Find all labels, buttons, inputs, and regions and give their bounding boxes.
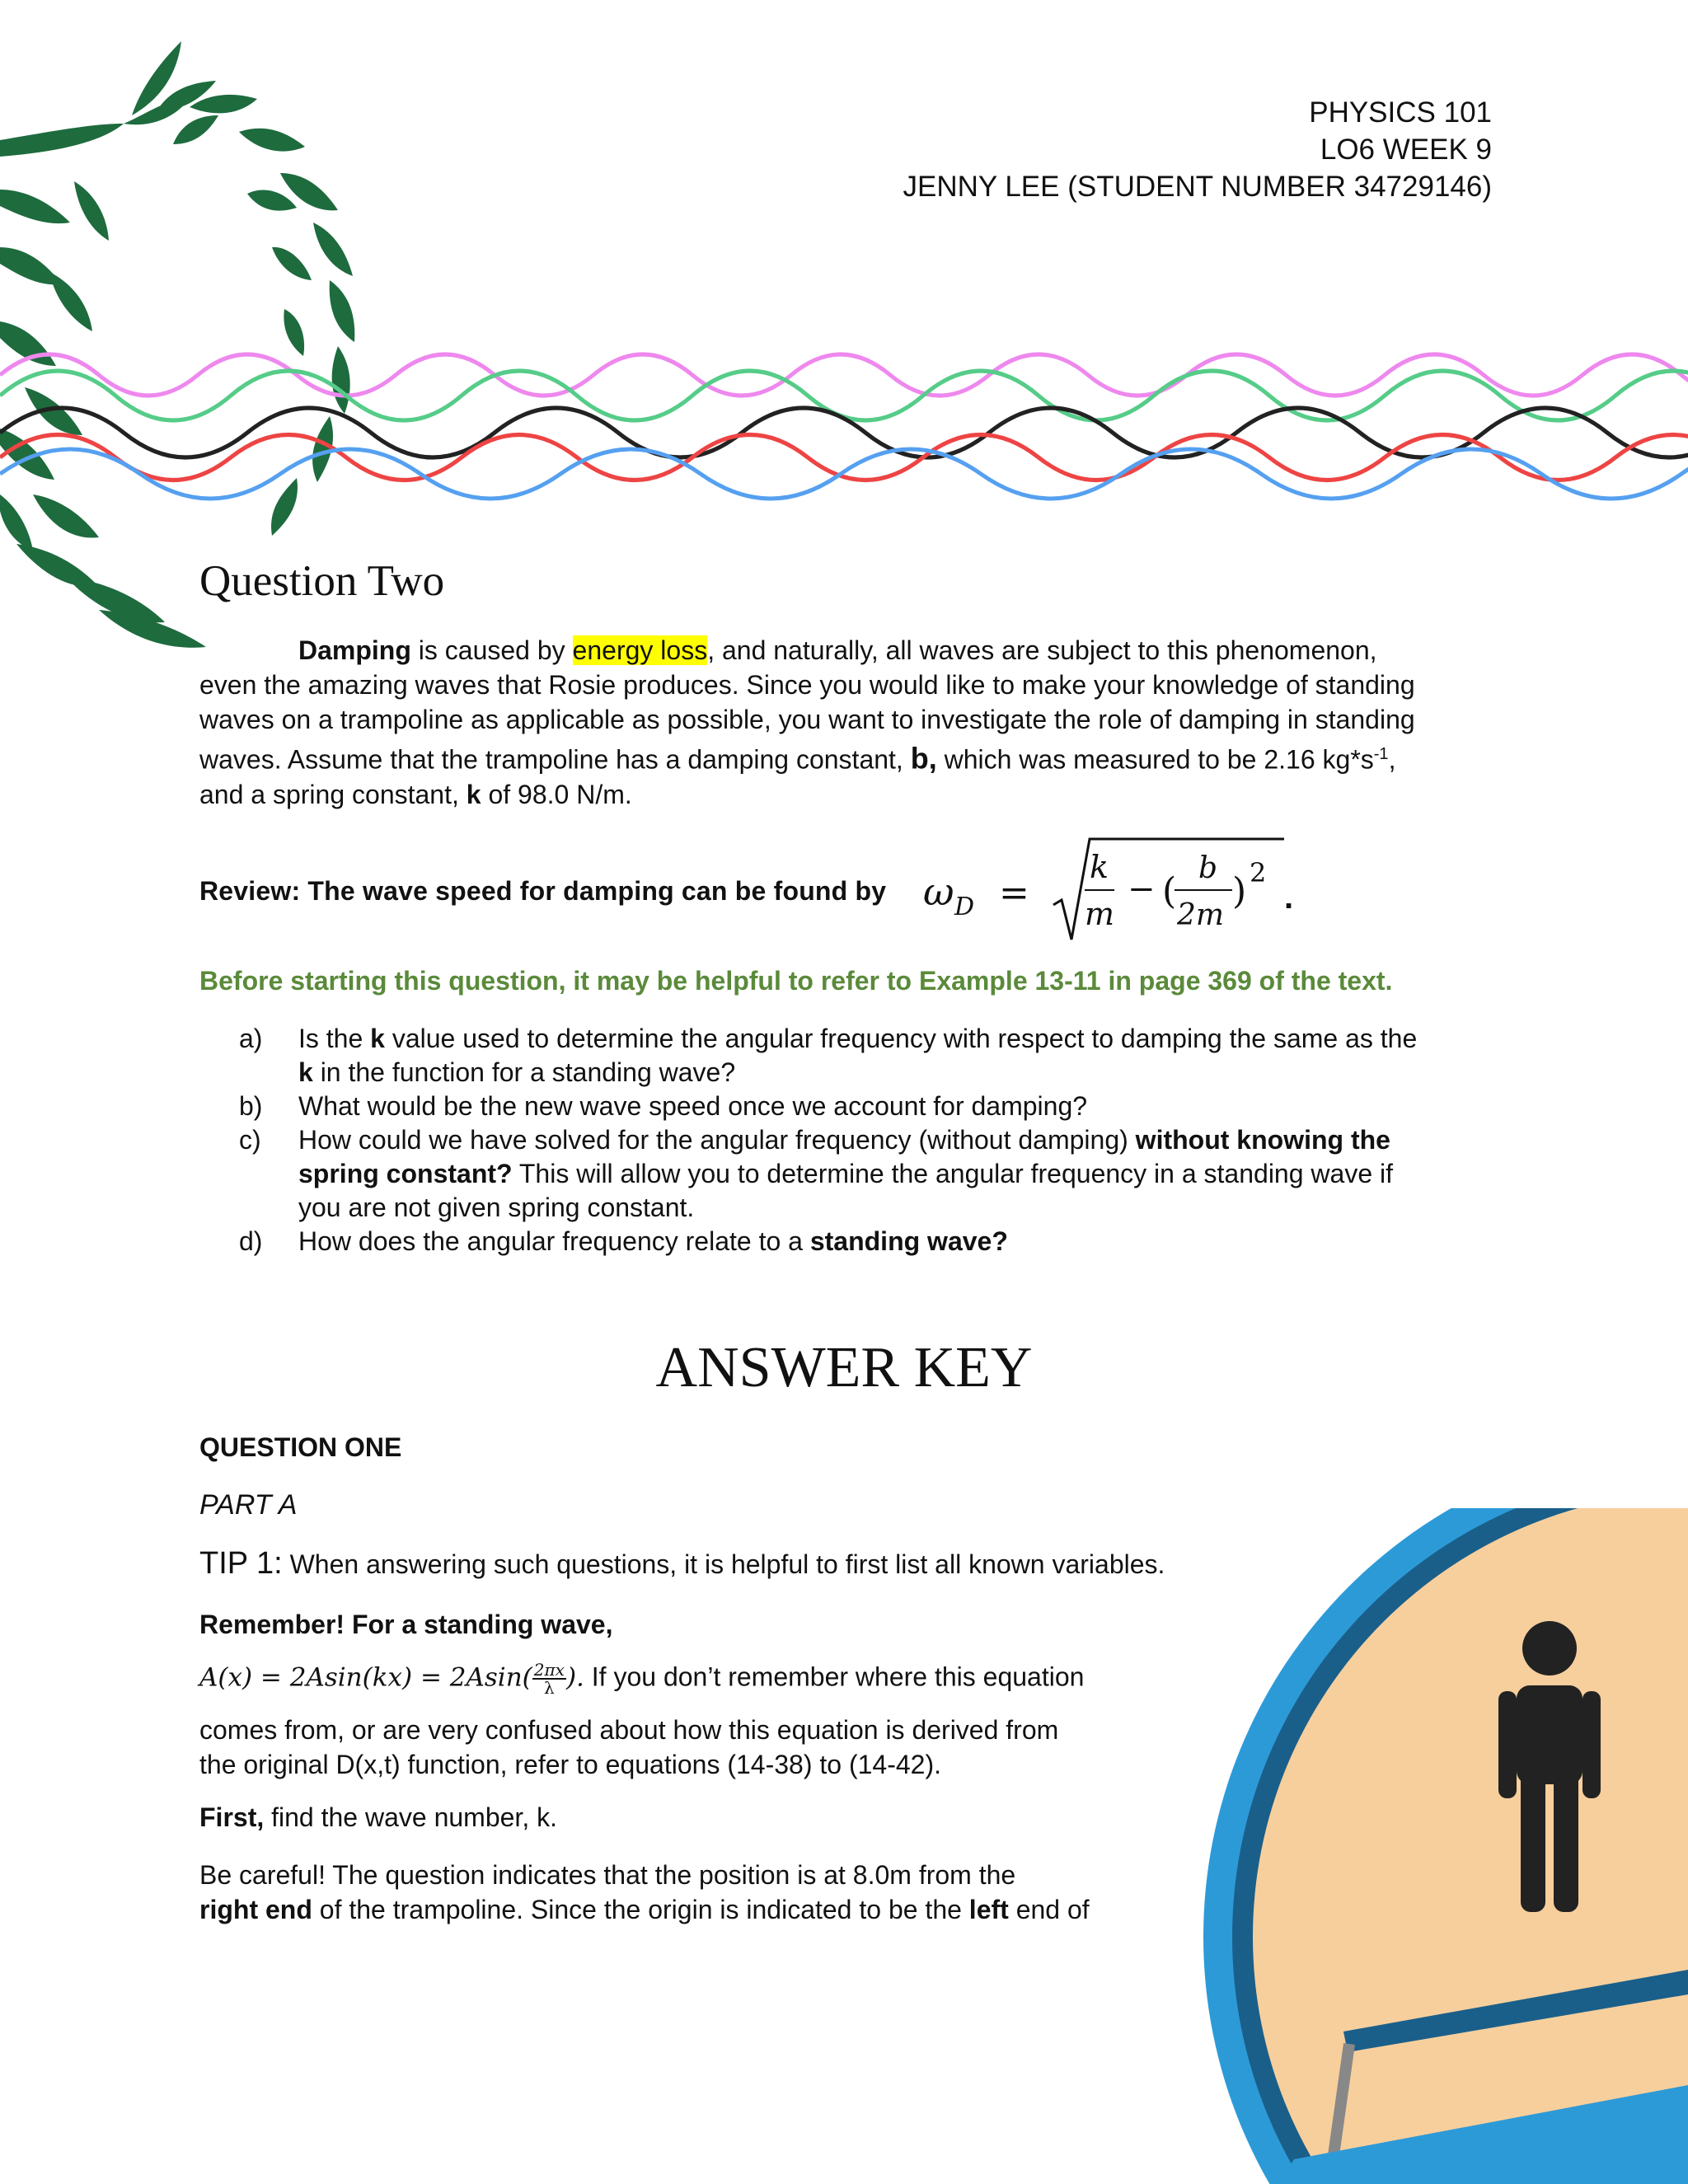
fraction-b: b <box>1198 851 1218 885</box>
item-text <box>298 1022 1417 1090</box>
text-run: which was measured to be 2.16 kg*s <box>936 744 1374 775</box>
sub-question-c <box>239 1123 1475 1225</box>
text-run: is caused by <box>410 635 573 665</box>
question-one-heading: QUESTION ONE <box>199 1432 402 1462</box>
paragraph-line-1 <box>199 633 1485 668</box>
answer-key-title: ANSWER KEY <box>655 1336 1033 1399</box>
tip-text: When answering such questions, it is helpful to first list all known variables. <box>282 1549 1165 1579</box>
tip-label: TIP 1: <box>199 1546 283 1581</box>
paragraph-line-4 <box>199 737 1485 777</box>
bold-run: without knowing the <box>1135 1125 1390 1155</box>
sub-question-a <box>239 1022 1475 1090</box>
fraction-k: k <box>1090 849 1109 885</box>
equals-sign: = <box>999 872 1029 914</box>
bold-run: right end <box>199 1895 312 1924</box>
close-paren: ) <box>1232 870 1247 912</box>
equation-close: ). <box>565 1662 584 1693</box>
damping-term: Damping <box>298 635 411 665</box>
week-label: LO6 WEEK 9 <box>1320 134 1492 166</box>
item-letter: a) <box>239 1024 263 1053</box>
fraction-numerator: 2πx <box>533 1660 565 1680</box>
bold-run: left <box>968 1895 1009 1924</box>
item-text: What would be the new wave speed once we account for damping? <box>298 1091 1088 1121</box>
paragraph-line-5 <box>199 777 1485 812</box>
text-line: the original D(x,t) function, refer to equations (14-38) to (14-42). <box>199 1750 941 1779</box>
formula-period: . <box>1284 879 1294 916</box>
text-run: end of <box>1008 1895 1090 1924</box>
text-line: comes from, or are very confused about how this equation is derived from <box>199 1715 1059 1745</box>
wave-pink <box>0 354 1688 396</box>
text-run: , <box>1388 744 1396 775</box>
paragraph-line-2: even the amazing waves that Rosie produces. Since you would like to make your knowledge of standing <box>199 670 1415 700</box>
student-label: JENNY LEE (STUDENT NUMBER 34729146) <box>903 171 1492 203</box>
text-run: This will allow you to determine the angular frequency in a standing wave if <box>512 1159 1393 1188</box>
text-run: of the trampoline. Since the origin is indicated to be the <box>312 1895 969 1924</box>
text-run: How does the angular frequency relate to a <box>298 1226 810 1256</box>
reference-note: Before starting this question, it may be helpful to refer to Example 13-11 in page 369 of the text. <box>199 966 1393 996</box>
wave-green <box>0 371 1688 420</box>
text-run: value used to determine the angular frequency with respect to damping the same as the <box>384 1024 1418 1053</box>
equation-text: A(x) = 2Asin(kx) = 2Asin( <box>199 1662 532 1693</box>
equation-explanation <box>199 1713 1058 1782</box>
tip-line <box>199 1546 1165 1582</box>
exponent: -1 <box>1373 745 1389 763</box>
text-run: and a spring constant, <box>199 779 467 809</box>
item-letter: d) <box>239 1226 263 1256</box>
bold-run: First, <box>199 1802 265 1832</box>
text-line: Be careful! The question indicates that the position is at 8.0m from the <box>199 1860 1016 1890</box>
fraction-2m: 2m <box>1177 898 1225 932</box>
omega-subscript: D <box>954 893 975 921</box>
bold-run: standing wave? <box>809 1226 1008 1256</box>
text-run: , and naturally, all waves are subject to this phenomenon, <box>707 635 1377 665</box>
review-label: Review: The wave speed for damping can be found by <box>199 876 887 906</box>
text-line <box>199 1892 1090 1927</box>
text-run: If you don’t remember where this equation <box>584 1661 1085 1692</box>
part-a-heading: PART A <box>199 1489 298 1521</box>
fraction-m: m <box>1085 896 1115 932</box>
k-symbol: k <box>370 1024 385 1053</box>
careful-paragraph <box>199 1858 1090 1927</box>
text-run: waves. Assume that the trampoline has a damping constant, <box>199 744 911 775</box>
b-symbol: b, <box>910 741 937 776</box>
k-symbol: k <box>466 779 481 809</box>
exponent-2: 2 <box>1250 857 1267 888</box>
course-label: PHYSICS 101 <box>1309 96 1492 129</box>
text-run: find the wave number, k. <box>264 1802 557 1832</box>
bold-run: spring constant? <box>298 1159 513 1188</box>
damped-frequency-formula <box>907 832 1319 948</box>
text-run: you are not given spring constant. <box>298 1193 695 1222</box>
sub-question-b <box>239 1090 1475 1123</box>
k-symbol: k <box>298 1057 313 1087</box>
sub-question-d <box>239 1225 1475 1258</box>
equation-fraction <box>532 1661 566 1696</box>
text-run: Is the <box>298 1024 371 1053</box>
item-text <box>298 1123 1393 1225</box>
wave-blue <box>0 449 1688 499</box>
remember-line: Remember! For a standing wave, <box>199 1610 613 1639</box>
minus-sign: − <box>1128 870 1156 908</box>
question-two-paragraph <box>199 633 1485 812</box>
text-run: of 98.0 N/m. <box>481 779 632 809</box>
question-two-title: Question Two <box>199 557 445 605</box>
paragraph-line-3: waves on a trampoline as applicable as possible, you want to investigate the role of damping in standing <box>199 705 1415 734</box>
item-letter: b) <box>239 1091 263 1121</box>
sub-question-list <box>239 1022 1475 1258</box>
fraction-denominator: λ <box>544 1678 555 1698</box>
open-paren: ( <box>1162 870 1177 912</box>
text-run: How could we have solved for the angular frequency (without damping) <box>298 1125 1136 1155</box>
first-step-line <box>199 1802 557 1833</box>
standing-wave-equation-line <box>199 1661 1084 1696</box>
trampoline-person-icon <box>1203 1508 1688 2184</box>
text-run: in the function for a standing wave? <box>312 1057 736 1087</box>
omega-symbol: ω <box>923 869 954 914</box>
sine-waves-decoration <box>0 0 1688 577</box>
item-text <box>298 1225 1008 1258</box>
item-letter: c) <box>239 1125 261 1155</box>
energy-loss-highlight: energy loss <box>572 635 708 665</box>
